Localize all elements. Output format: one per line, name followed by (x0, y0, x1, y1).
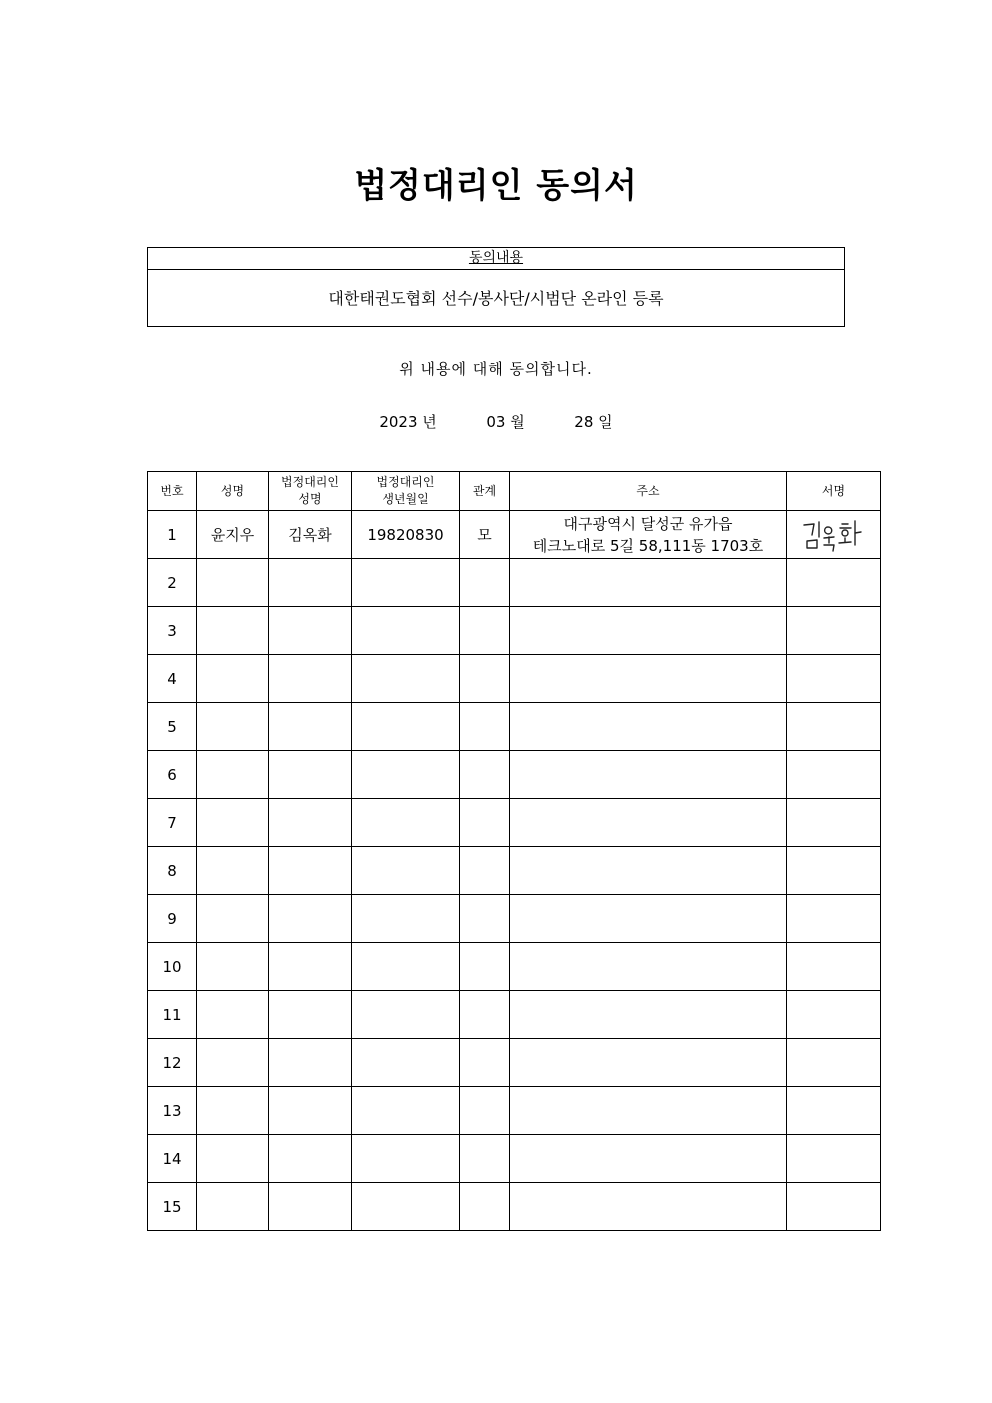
row-guardian-name (269, 559, 352, 607)
row-guardian-name (269, 703, 352, 751)
header-signature: 서명 (787, 472, 881, 511)
row-address (510, 655, 787, 703)
row-guardian-birth (352, 559, 460, 607)
row-signature (787, 1135, 881, 1183)
row-signature (787, 1087, 881, 1135)
row-signature (787, 895, 881, 943)
row-number: 2 (148, 559, 197, 607)
table-row (148, 847, 881, 895)
row-relation (460, 1039, 510, 1087)
header-guardian-name-line2: 성명 (298, 492, 322, 506)
row-signature (787, 559, 881, 607)
row-relation (460, 1135, 510, 1183)
row-guardian-name (269, 991, 352, 1039)
table-row (148, 607, 881, 655)
row-number: 7 (148, 799, 197, 847)
consent-box (147, 247, 845, 327)
row-relation (460, 607, 510, 655)
row-guardian-birth (352, 895, 460, 943)
row-signature (787, 655, 881, 703)
guardian-roster-table (147, 471, 881, 1231)
row-number: 15 (148, 1183, 197, 1231)
row-guardian-name (269, 943, 352, 991)
row-name (197, 559, 269, 607)
row-address (510, 1087, 787, 1135)
row-number: 5 (148, 703, 197, 751)
agreement-statement: 위 내용에 대해 동의합니다. (399, 360, 593, 378)
date-year-unit: 년 (422, 413, 437, 431)
row-name (197, 1135, 269, 1183)
row-guardian-name (269, 751, 352, 799)
row-relation (460, 799, 510, 847)
row-number: 12 (148, 1039, 197, 1087)
row-address (510, 703, 787, 751)
table-row (148, 895, 881, 943)
table-row (148, 655, 881, 703)
row-signature (787, 847, 881, 895)
row-address (510, 1135, 787, 1183)
row-name (197, 1039, 269, 1087)
row-guardian-name (269, 1183, 352, 1231)
consent-heading-cell (148, 248, 844, 270)
row-name (197, 1087, 269, 1135)
row-name (197, 1183, 269, 1231)
row-number: 14 (148, 1135, 197, 1183)
row-relation (460, 703, 510, 751)
row-relation (460, 1087, 510, 1135)
row-address-line1: 대구광역시 달성군 유가읍 (563, 514, 733, 533)
row-guardian-birth (352, 607, 460, 655)
row-relation (460, 751, 510, 799)
row-guardian-birth (352, 1135, 460, 1183)
table-row (148, 991, 881, 1039)
header-guardian-birth-line1: 법정대리인 (376, 475, 435, 489)
row-signature (787, 607, 881, 655)
table-row (148, 1087, 881, 1135)
row-name (197, 799, 269, 847)
header-guardian-birth (352, 472, 460, 511)
row-signature (787, 703, 881, 751)
row-address (510, 1183, 787, 1231)
table-row (148, 559, 881, 607)
row-guardian-name: 김옥화 (269, 511, 352, 559)
row-relation (460, 655, 510, 703)
row-address (510, 799, 787, 847)
row-signature (787, 1039, 881, 1087)
row-guardian-name (269, 607, 352, 655)
row-guardian-birth (352, 1039, 460, 1087)
row-number: 1 (148, 511, 197, 559)
consent-body: 대한태권도협회 선수/봉사단/시범단 온라인 등록 (328, 289, 664, 308)
row-relation (460, 559, 510, 607)
row-number: 13 (148, 1087, 197, 1135)
row-name: 윤지우 (197, 511, 269, 559)
row-number: 11 (148, 991, 197, 1039)
row-name (197, 703, 269, 751)
row-guardian-birth: 19820830 (352, 511, 460, 559)
table-row (148, 799, 881, 847)
row-address (510, 1039, 787, 1087)
row-signature (787, 1183, 881, 1231)
row-number: 10 (148, 943, 197, 991)
row-guardian-name (269, 895, 352, 943)
table-row (148, 1135, 881, 1183)
row-guardian-birth (352, 991, 460, 1039)
row-address (510, 511, 787, 559)
row-address (510, 943, 787, 991)
row-number: 3 (148, 607, 197, 655)
row-address (510, 559, 787, 607)
row-number: 9 (148, 895, 197, 943)
row-signature (787, 991, 881, 1039)
row-address (510, 607, 787, 655)
row-relation (460, 895, 510, 943)
consent-heading: 동의내용 (468, 250, 524, 266)
row-signature (787, 943, 881, 991)
date-day-unit: 일 (598, 413, 613, 431)
date-month: 03 (486, 413, 506, 431)
row-address-line2: 테크노대로 5길 58,111동 1703호 (532, 536, 764, 555)
row-relation (460, 943, 510, 991)
header-relation: 관계 (460, 472, 510, 511)
row-relation: 모 (460, 511, 510, 559)
row-name (197, 607, 269, 655)
row-name (197, 655, 269, 703)
row-guardian-birth (352, 1087, 460, 1135)
row-relation (460, 991, 510, 1039)
table-header-row (148, 472, 881, 511)
row-guardian-name (269, 847, 352, 895)
row-number: 4 (148, 655, 197, 703)
row-guardian-birth (352, 943, 460, 991)
row-guardian-birth (352, 799, 460, 847)
row-name (197, 943, 269, 991)
row-address (510, 847, 787, 895)
row-guardian-name (269, 1087, 352, 1135)
row-address (510, 895, 787, 943)
table-row (148, 1039, 881, 1087)
handwritten-signature (798, 515, 870, 555)
table-row (148, 703, 881, 751)
row-address (510, 991, 787, 1039)
row-name (197, 991, 269, 1039)
table-row (148, 511, 881, 559)
document-title: 법정대리인 동의서 (354, 166, 638, 206)
row-relation (460, 847, 510, 895)
table-row (148, 943, 881, 991)
row-guardian-name (269, 655, 352, 703)
row-guardian-birth (352, 847, 460, 895)
header-no: 번호 (148, 472, 197, 511)
date-month-unit: 월 (510, 413, 525, 431)
row-guardian-birth (352, 751, 460, 799)
row-guardian-birth (352, 1183, 460, 1231)
row-guardian-name (269, 1039, 352, 1087)
row-guardian-name (269, 1135, 352, 1183)
row-signature (787, 799, 881, 847)
header-guardian-name-line1: 법정대리인 (281, 475, 339, 489)
date-day: 28 (574, 413, 594, 431)
consent-date (0, 411, 992, 432)
date-year: 2023 (379, 413, 418, 431)
header-address: 주소 (510, 472, 787, 511)
row-guardian-birth (352, 703, 460, 751)
header-name: 성명 (197, 472, 269, 511)
table-row (148, 1183, 881, 1231)
row-signature (787, 511, 881, 559)
row-guardian-name (269, 799, 352, 847)
row-relation (460, 1183, 510, 1231)
row-guardian-birth (352, 655, 460, 703)
header-guardian-name (269, 472, 352, 511)
row-address (510, 751, 787, 799)
row-signature (787, 751, 881, 799)
row-name (197, 895, 269, 943)
table-row (148, 751, 881, 799)
header-guardian-birth-line2: 생년월일 (382, 492, 429, 506)
row-number: 8 (148, 847, 197, 895)
row-number: 6 (148, 751, 197, 799)
row-name (197, 751, 269, 799)
row-name (197, 847, 269, 895)
